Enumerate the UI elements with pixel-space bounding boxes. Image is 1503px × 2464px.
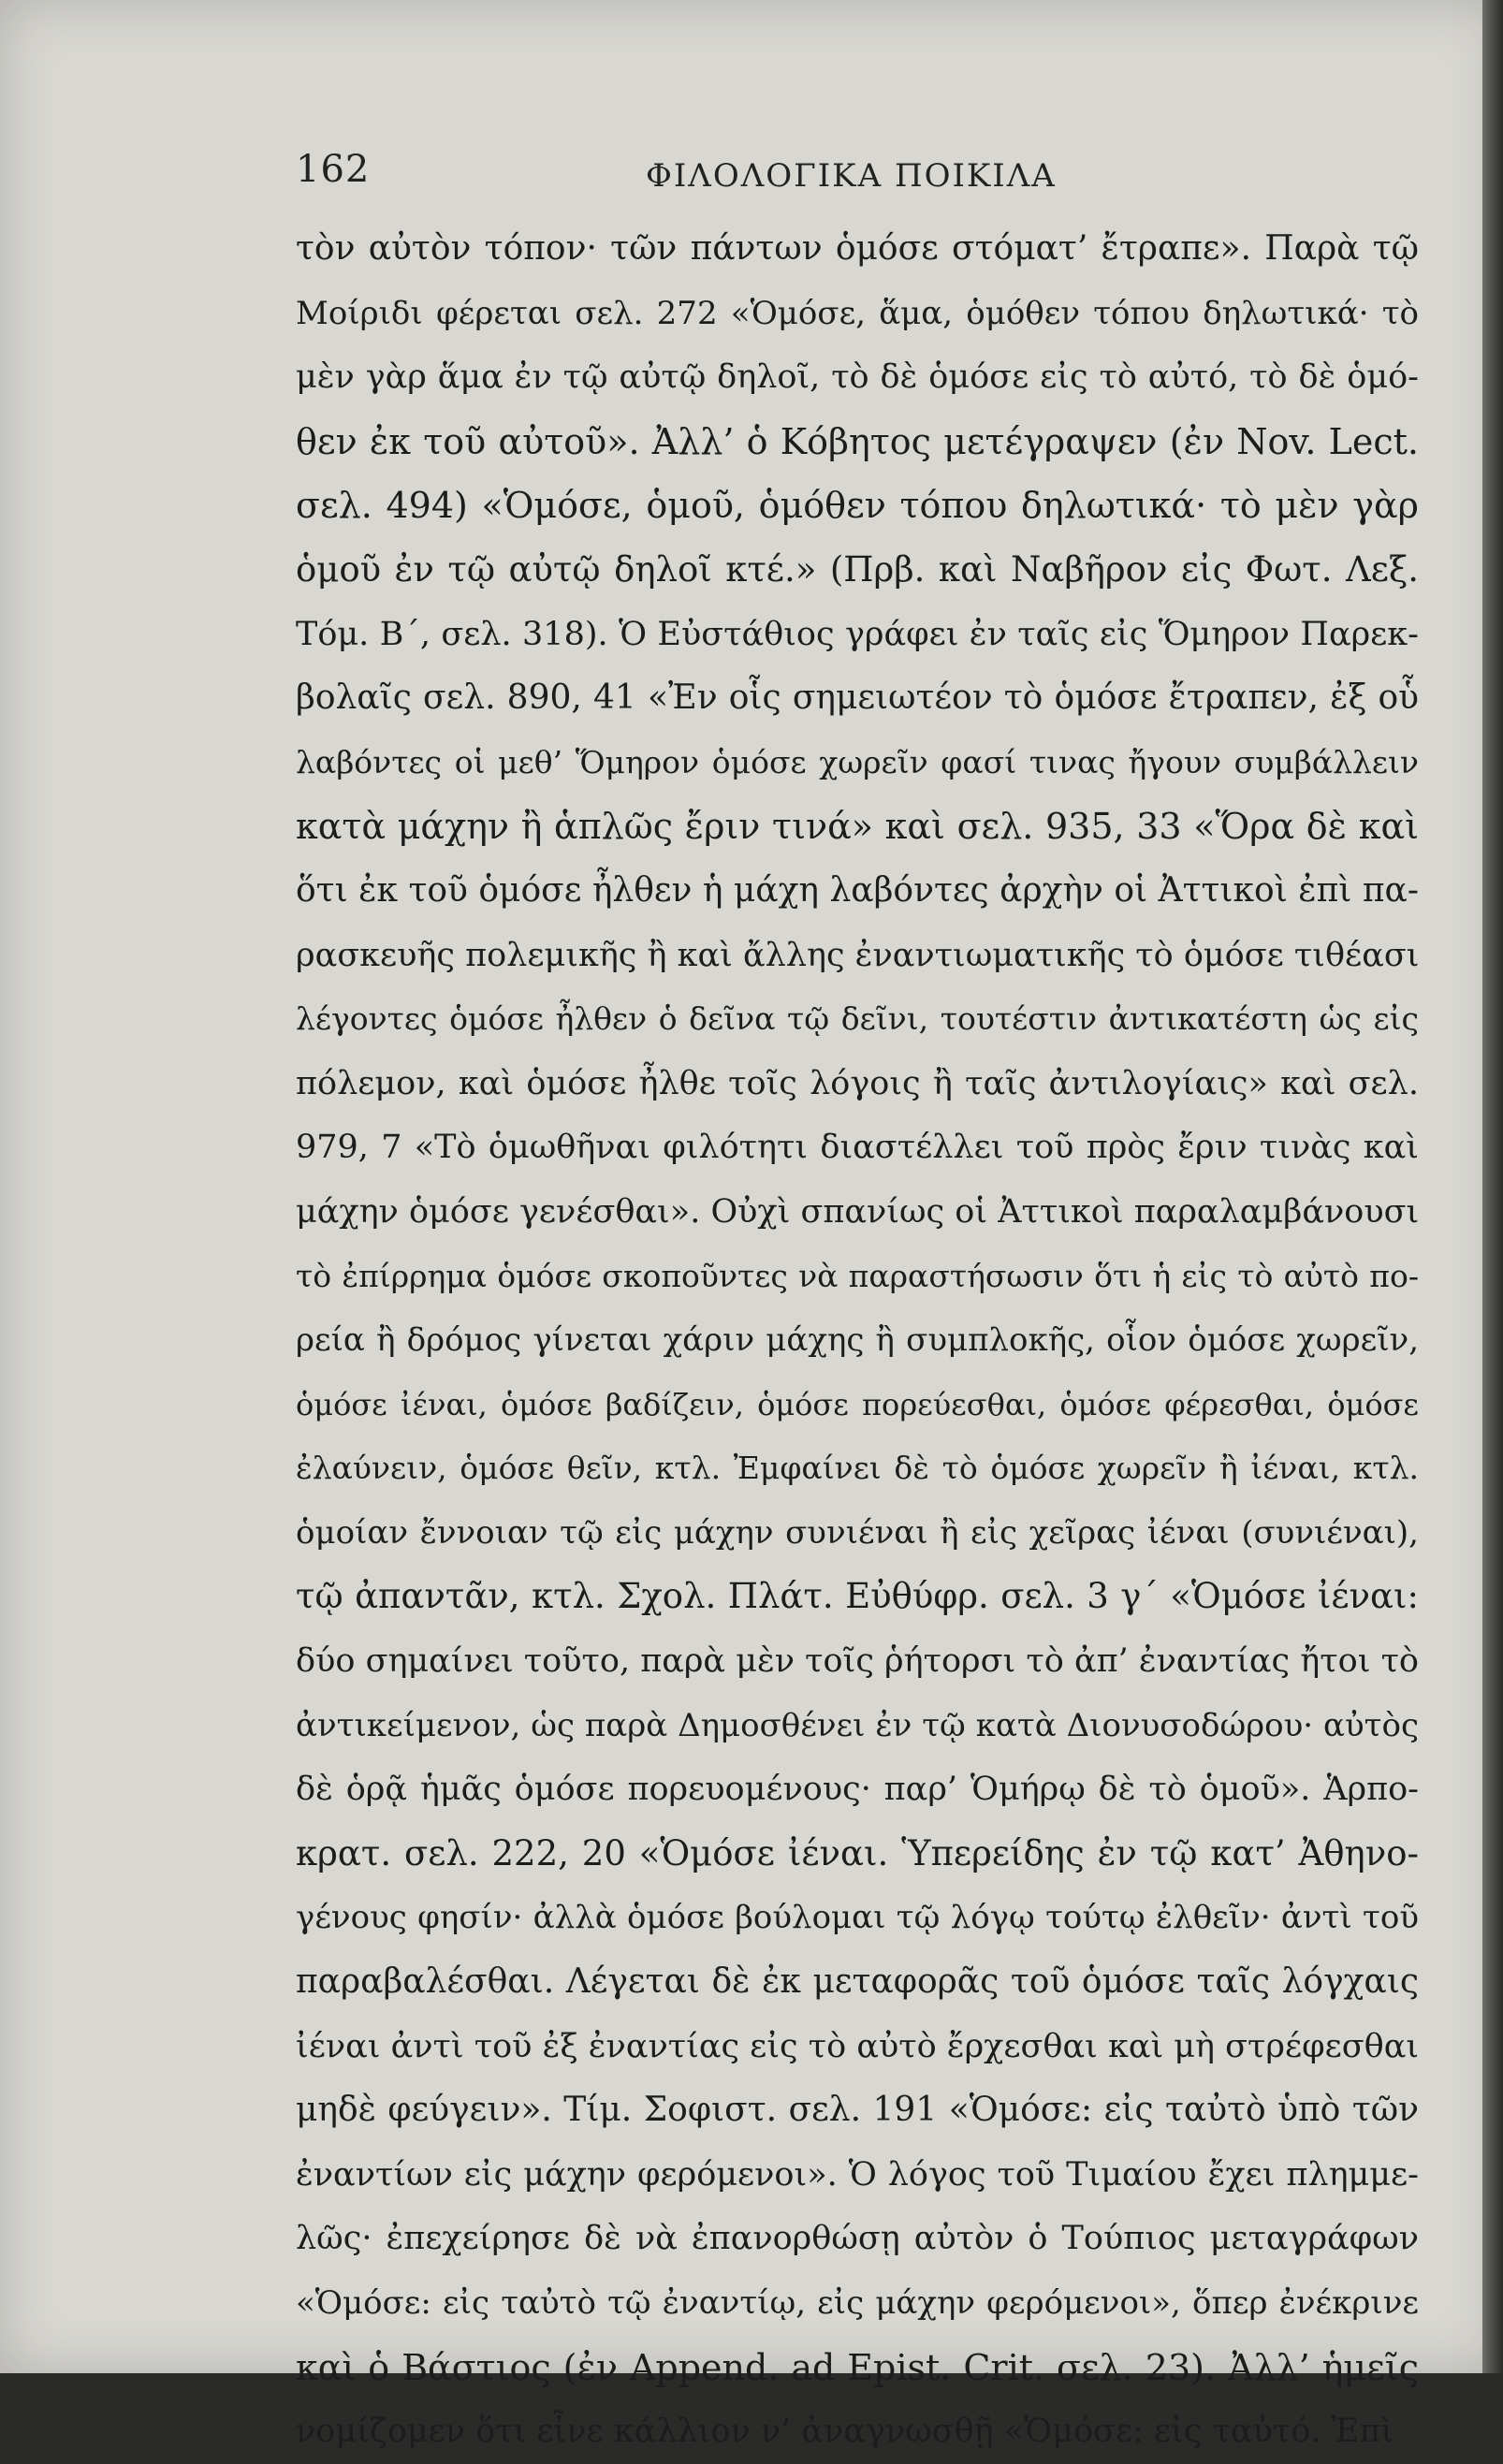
text-line: ρασκευῆς πολεμικῆς ἢ καὶ ἄλλης ἐναντιωματικῆς τὸ ὁμόσε τιθέασι: [296, 936, 1420, 974]
text-line: βολαῖς σελ. 890, 41 «Ἐν οἷς σημειωτέον τὸ ὁμόσε ἔτραπεν, ἐξ οὗ: [296, 678, 1419, 718]
text-line: ἐλαύνειν, ὁμόσε θεῖν, κτλ. Ἐμφαίνει δὲ τὸ ὁμόσε χωρεῖν ἢ ἰέναι, κτλ.: [296, 1450, 1419, 1487]
text-line: 979, 7 «Τὸ ὁμωθῆναι φιλότητι διαστέλλει τοῦ πρὸς ἔριν τινὰς καὶ: [296, 1129, 1419, 1167]
text-line: δὲ ὁρᾷ ἡμᾶς ὁμόσε πορευομένους· παρ’ Ὁμήρῳ δὲ τὸ ὁμοῦ». Ἁρπο-: [296, 1771, 1419, 1809]
page-number: 162: [296, 148, 371, 191]
text-line: λέγοντες ὁμόσε ἦλθεν ὁ δεῖνα τῷ δεῖνι, τουτέστιν ἀντικατέστη ὡς εἰς: [296, 1000, 1419, 1038]
page-edge-shadow: [1482, 0, 1503, 2373]
text-line: ἰέναι ἀντὶ τοῦ ἐξ ἐναντίας εἰς τὸ αὐτὸ ἔρχεσθαι καὶ μὴ στρέφεσθαι: [296, 2027, 1420, 2065]
text-line: δύο σημαίνει τοῦτο, παρὰ μὲν τοῖς ῥήτορσι τὸ ἀπ’ ἐναντίας ἤτοι τὸ: [296, 1642, 1419, 1681]
text-line: τὸ ἐπίρρημα ὁμόσε σκοποῦντες νὰ παραστήσωσιν ὅτι ἡ εἰς τὸ αὐτὸ πο-: [296, 1257, 1419, 1294]
text-line: θεν ἐκ τοῦ αὐτοῦ». Ἀλλ’ ὁ Κόβητος μετέγραψεν (ἐν Nov. Lect.: [296, 420, 1419, 462]
text-line: μὲν γὰρ ἅμα ἐν τῷ αὐτῷ δηλοῖ, τὸ δὲ ὁμόσε εἰς τὸ αὐτό, τὸ δὲ ὁμό-: [296, 358, 1419, 397]
running-title: ΦΙΛΟΛΟΓΙΚΑ ΠΟΙΚΙΛΑ: [646, 157, 1057, 195]
text-line: παραβαλέσθαι. Λέγεται δὲ ἐκ μεταφορᾶς τοῦ ὁμόσε ταῖς λόγχαις: [296, 1962, 1419, 2002]
text-line: ὁμοίαν ἔννοιαν τῷ εἰς μάχην συνιέναι ἢ εἰς χεῖρας ἰέναι (συνιέναι),: [296, 1513, 1419, 1552]
text-line: Τόμ. Β΄, σελ. 318). Ὁ Εὐστάθιος γράφει ἐν ταῖς εἰς Ὅμηρον Παρεκ-: [296, 615, 1419, 653]
text-line: ἀντικείμενον, ὡς παρὰ Δημοσθένει ἐν τῷ κατὰ Διονυσοδώρου· αὐτὸς: [296, 1706, 1419, 1744]
text-line: λαβόντες οἱ μεθ’ Ὅμηρον ὁμόσε χωρεῖν φασί τινας ἤγουν συμβάλλειν: [296, 743, 1419, 780]
text-line: Μοίριδι φέρεται σελ. 272 «Ὁμόσε, ἅμα, ὁμόθεν τόπου δηλωτικά· τὸ: [296, 294, 1419, 332]
text-line: ὁμοῦ ἐν τῷ αὐτῷ δηλοῖ κτέ.» (Πρβ. καὶ Ναβῆρον εἰς Φωτ. Λεξ.: [296, 548, 1419, 590]
text-line: μάχην ὁμόσε γενέσθαι». Οὐχὶ σπανίως οἱ Ἀττικοὶ παραλαμβάνουσι: [296, 1192, 1420, 1231]
text-line: τῷ ἀπαντᾶν, κτλ. Σχολ. Πλάτ. Εὐθύφρ. σελ. 3 γ΄ «Ὁμόσε ἰέναι:: [296, 1576, 1419, 1617]
text-line: «Ὁμόσε: εἰς ταὐτὸ τῷ ἐναντίῳ, εἰς μάχην φερόμενοι», ὅπερ ἐνέκρινε: [296, 2284, 1419, 2322]
text-line: ρεία ἢ δρόμος γίνεται χάριν μάχης ἢ συμπλοκῆς, οἷον ὁμόσε χωρεῖν,: [296, 1321, 1419, 1360]
text-line: τὸν αὐτὸν τόπον· τῶν πάντων ὁμόσε στόματ’ ἔτραπε». Παρὰ τῷ: [296, 229, 1419, 268]
text-line: ὅτι ἐκ τοῦ ὁμόσε ἦλθεν ἡ μάχη λαβόντες ἀρχὴν οἱ Ἀττικοὶ ἐπὶ πα-: [296, 870, 1419, 910]
text-line: ὁμόσε ἰέναι, ὁμόσε βαδίζειν, ὁμόσε πορεύεσθαι, ὁμόσε φέρεσθαι, ὁμόσε: [296, 1386, 1419, 1422]
body-text: [296, 217, 1419, 2464]
text-line: μηδὲ φεύγειν». Τίμ. Σοφιστ. σελ. 191 «Ὁμόσε: εἰς ταὐτὸ ὑπὸ τῶν: [296, 2091, 1419, 2130]
text-line: νομίζομεν ὅτι εἶνε κάλλιον ν’ ἀναγνωσθῇ «Ὁμόσε: εἰς ταὐτό. Ἐπὶ: [296, 2413, 1394, 2451]
text-line: πόλεμον, καὶ ὁμόσε ἦλθε τοῖς λόγοις ἢ ταῖς ἀντιλογίαις» καὶ σελ.: [296, 1064, 1419, 1102]
text-line: σελ. 494) «Ὁμόσε, ὁμοῦ, ὁμόθεν τόπου δηλωτικά· τὸ μὲν γὰρ: [296, 485, 1419, 527]
text-line: κατὰ μάχην ἢ ἁπλῶς ἔριν τινά» καὶ σελ. 935, 33 «Ὅρα δὲ καὶ: [296, 806, 1419, 848]
text-line: λῶς· ἐπεχείρησε δὲ νὰ ἐπανορθώσῃ αὐτὸν ὁ Τούπιος μεταγράφων: [296, 2220, 1419, 2258]
text-line: ἐναντίων εἰς μάχην φερόμενοι». Ὁ λόγος τοῦ Τιμαίου ἔχει πλημμε-: [296, 2155, 1419, 2194]
text-line: γένους φησίν· ἀλλὰ ὁμόσε βούλομαι τῷ λόγῳ τούτῳ ἐλθεῖν· ἀντὶ τοῦ: [296, 1899, 1419, 1937]
text-line: κρατ. σελ. 222, 20 «Ὁμόσε ἰέναι. Ὑπερείδης ἐν τῷ κατ’ Ἀθηνο-: [296, 1832, 1419, 1874]
text-line: καὶ ὁ Βάστιος (ἐν Append. ad Epist. Crit. σελ. 23). Ἀλλ’ ἡμεῖς: [296, 2346, 1419, 2388]
